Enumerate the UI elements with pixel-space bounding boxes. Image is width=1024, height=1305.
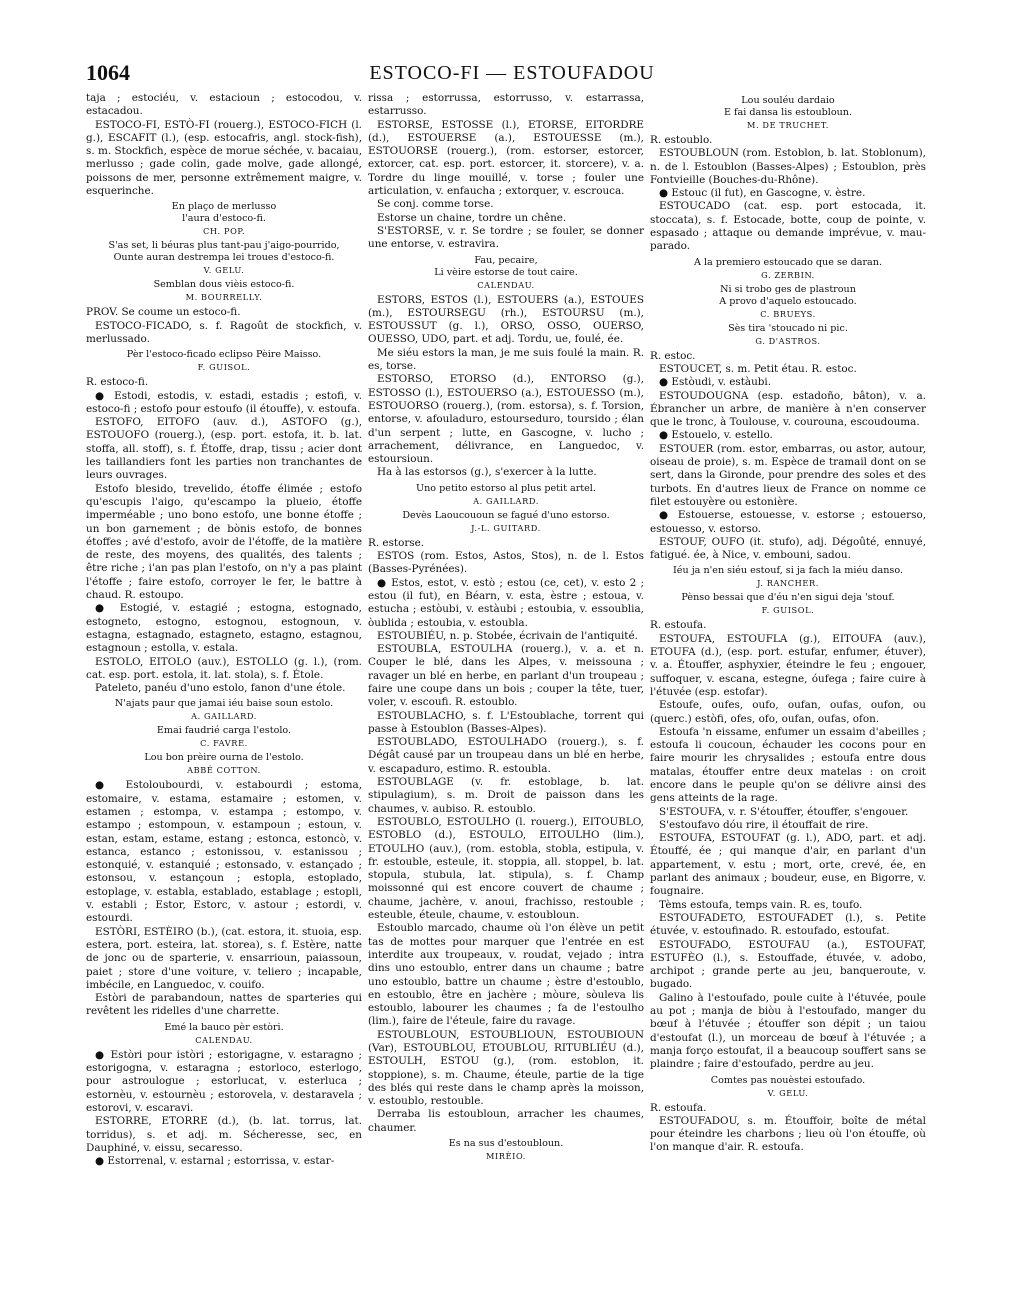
quotation-line: Lou souléu dardaio — [741, 95, 835, 106]
entry-paragraph: ESTOUCADO (cat. esp. port estocada, it. stoccata), s. f. Estocade, botte, coup de pointe, v. espasado ; attaque ou demande imprévue, v. mau-parado. — [650, 200, 926, 253]
page-number: 1064 — [86, 60, 130, 85]
entry-paragraph: ESTÒRI, ESTÈIRO (b.), (cat. estora, it. stuoia, esp. estera, port. esteira, lat. storea), s. f. Estère, natte de jonc ou de sparterie, v. ensarrioun, paiassoun, paiet ; store d'une voiture, v. teliero ; incapable, imbécile, en Languedoc, v. couifo. — [86, 925, 362, 991]
quotation-line: A provo d'aquelo estoucado. — [719, 295, 857, 307]
quotation-author: ABBÉ COTTON. — [187, 765, 261, 776]
entry-paragraph: R. estoublo. — [650, 134, 713, 146]
entry-paragraph: ESTOUBLA, ESTOULHA (rouerg.), v. a. et n. Couper le blé, dans les Alpes, v. meissouna ; ravager un blé en herbe, en parlant d'un troupeau ; faire une coupe dans un bois ; couper la tête, tuer, voler, v. escoufi. R. estoublo. — [368, 643, 644, 709]
quotation-author: C. FAVRE. — [200, 738, 248, 749]
entry-paragraph: ● Estòudi, v. estàubi. — [659, 376, 772, 389]
entry-paragraph: ESTORRE, ETORRE (d.), (b. lat. torrus, lat. torridus), s. et adj. m. Sécheresse, sec, en Dauphiné, v. eissu, secaresso. — [86, 1115, 362, 1154]
entry-paragraph: Derraba lis estoubloun, arracher les chaumes, chaumer. — [368, 1108, 644, 1134]
quotation-author: CALENDAU. — [195, 1034, 253, 1045]
entry-paragraph: ● Estos, estot, v. estò ; estou (ce, cet), v. esto 2 ; estou (il fut), en Béarn, v. esta, èstre ; estoua, v. estucha ; estòubi, v. estàubi ; estoubia, v. essoublia, òublida ; estoubia, v. estoubla. — [368, 576, 644, 629]
entry-paragraph: Ha à las estorsos (g.), s'exercer à la lutte. — [377, 466, 597, 479]
quotation-line: Es na sus d'estoubloun. — [448, 1138, 564, 1150]
quotation-author: V. GELU. — [203, 265, 245, 276]
quotation — [368, 1138, 644, 1162]
quotation-line: Sès tira 'stoucado ni pic. — [728, 322, 848, 334]
quotation — [368, 483, 644, 507]
quotation-author: V. GELU. — [767, 1087, 809, 1098]
quotation — [650, 592, 926, 616]
entry-paragraph: S'ESTORSE, v. r. Se tordre ; se fouler, se donner une entorse, v. estravira. — [368, 224, 644, 251]
entry-paragraph: ESTOUFADO, ESTOUFAU (a.), ESTOUFAT, ESTUFÈO (l.), s. Estouffade, étuvée, v. adobo, archipot ; grande perte au jeu, banqueroute, v. bugado. — [650, 938, 926, 991]
entry-paragraph: ● Estoloubourdi, v. estabourdi ; estoma, estomaire, v. estama, estamaire ; estomen, v. estamen ; estompa, v. estampa ; estompo, v. estampo ; estompoun, v. estampoun ; estoun, v. estan, estam, estame, estang ; estonca, estoncò, v. estanca, estanco ; estonissou, v. estanissou ; estonquié, v. estanquié ; estonsado, v. estançado ; estonsou, v. estançoun ; estopla, estoplado, estoplage, v. establa, establado, establage ; estopli, v. establi ; Estor, Estorc, v. astour ; estordi, v. estourdi. — [86, 779, 362, 925]
quotation — [650, 1075, 926, 1099]
quotation-line: Comtes pas nouèstei estoufado. — [710, 1074, 866, 1086]
quotation — [650, 323, 926, 347]
column-left — [86, 92, 362, 1168]
quotation — [86, 240, 362, 276]
quotation — [86, 279, 362, 303]
entry-paragraph: ESTOUFA, ESTOUFAT (g. l.), ADO, part. et adj. Étouffé, ée ; qui manque d'air, en parlant d'un appartement, v. estu ; mort, orte, crevé, ée, en parlant des animaux ; boudeur, euse, en Bigorre, v. fougnaire. — [650, 832, 926, 898]
quotation — [650, 95, 926, 131]
entry-paragraph: ESTOS (rom. Estos, Astos, Stos), n. de l. Estos (Basses-Pyrénées). — [368, 550, 644, 576]
quotation — [86, 349, 362, 373]
quotation-line: Devès Laoucououn se fagué d'uno estorso. — [402, 509, 610, 521]
quotation-author: G. D'ASTROS. — [755, 335, 821, 346]
entry-paragraph: ESTORSO, ETORSO (d.), ENTORSO (g.), ESTOSSO (l.), ESTOUERSO (a.), ESTOUESSO (m.), ESTOUORSO (rouerg.), (rom. estorsa), s. f. Torsion, entorse, v. afouladuro, estourseduro, toursido ; élan d'un serpent ; lutte, en Gascogne, v. lucho ; arrachement, délivrance, en Languedoc, v. estoursioun. — [368, 373, 644, 466]
quotation-author: G. ZERBIN. — [761, 269, 815, 280]
entry-paragraph: ESTOCO-FI, ESTÒ-FI (rouerg.), ESTOCO-FICH (l. g.), ESCAFIT (l.), (esp. estocafris, angl. stock-fish), s. m. Stockfich, espèce de morue séchée, v. bacaiau, merlusso ; gade colin, gade molve, gade allongé, poissons de mer, personne extrêmement maigre, v. esquerinche. — [86, 118, 362, 198]
quotation-author: C. BRUEYS. — [760, 308, 816, 319]
quotation — [86, 201, 362, 237]
entry-paragraph: ESTOUER (rom. estor, embarras, ou astor, autour, oiseau de proie), s. m. Espèce de tramail dont on se sert, dans la Gironde, pour prendre des soles et des turbots. En d'autres lieux de France on nomme ce filet estouyère ou estonière. — [650, 442, 926, 508]
quotation-line: S'as set, li béuras plus tant-pau j'aigo-pourrido, — [108, 240, 340, 252]
entry-paragraph: ● Estorrenal, v. estarnal ; estorrissa, v. estar- — [95, 1155, 335, 1168]
entry-paragraph: Tèms estoufa, temps vain. R. es, toufo. — [659, 898, 863, 911]
entry-paragraph: ESTOLO, EITOLO (auv.), ESTOLLO (g. l.), (rom. cat. esp. port. estola, it. lat. stola), s. f. Étole. — [86, 655, 362, 681]
quotation-line: Emai faudrié carga l'estolo. — [156, 725, 292, 737]
entry-paragraph: ● Estouerse, estouesse, v. estorse ; estouerso, estouesso, v. estorso. — [650, 509, 926, 535]
entry-paragraph: Se conj. comme torse. — [377, 198, 494, 211]
entry-paragraph: ● Estodi, estodis, v. estadi, estadis ; estofi, v. estoco-fi ; estofo pour estoufo (il étouffe), v. estoufa. — [86, 389, 362, 415]
entry-paragraph: ESTOUBLAGE (v. fr. estoblage, b. lat. stipulagium), s. m. Droit de paisson dans les chaumes, v. aubiso. R. estoublo. — [368, 776, 644, 815]
entry-paragraph: PROV. Se coume un estoco-fi. — [86, 306, 241, 319]
quotation — [650, 257, 926, 281]
entry-paragraph: S'estoufavo dóu rire, il étouffait de rire. — [659, 818, 869, 831]
quotation — [650, 284, 926, 320]
quotation-line: Pèr l'estoco-ficado eclipso Pèire Maisso. — [126, 349, 322, 361]
entry-paragraph: ● Estòri pour istòri ; estorigagne, v. estaragno ; estorigogna, v. estaragna ; estorloco, esterlogo, pour astroulogue ; estorlucat, v. esterluca ; estornèu, v. estournèu ; estorovela, v. destaravela ; estorovi, v. escaravi. — [86, 1048, 362, 1114]
quotation-author: F. GUISOL. — [197, 362, 251, 373]
entry-paragraph: ESTORS, ESTOS (l.), ESTOUERS (a.), ESTOUES (m.), ESTOURSEGU (rh.), ESTOURSU (m.), ESTOUSSUT (g. l.), ORSO, OSSO, OUERSO, OUESSO, UDO, part. et adj. Tordu, ue, foulé, ée. — [368, 293, 644, 346]
entry-paragraph: Estoufa 'n eissame, enfumer un essaim d'abeilles ; estoufa li coucoun, échauder les cocons pour en faire mourir les chrysalides ; estoufa entre dous matalas, étouffer entre deux matelas : on croit encore dans le peuple qu'on se délivre ainsi des gens atteints de la rage. — [650, 725, 926, 805]
entry-paragraph: Galino à l'estoufado, poule cuite à l'étuvée, poule au pot ; manja de biòu à l'estoufado, manger du bœuf à l'étuvée ; étouffer son dépit ; un taiou d'estoufat (l.), un morceau de bœuf à l'étuvée ; a manja forço estoufat, il a beaucoup souffert sans se plaindre ; faire d'estoufado, perdre au jeu. — [650, 991, 926, 1071]
quotation — [368, 510, 644, 534]
quotation-author: F. GUISOL. — [761, 605, 815, 616]
quotation — [86, 698, 362, 722]
entry-paragraph: Pateleto, panéu d'uno estolo, fanon d'une étole. — [95, 682, 346, 695]
entry-paragraph: R. estoc. — [650, 349, 696, 362]
entry-paragraph: ESTOUBLOUN, ESTOUBLIOUN, ESTOUBIOUN (Var), ESTOUBLOU, ETOUBLOU, RITUBLIÉU (d.), ESTOULH, ESTOU (g.), (rom. estoblon, it. stoppione), s. m. Chaume, éteule, partie de la tige des blés qui reste dans le champ après la moisson, v. estoublo, restouble. — [368, 1028, 644, 1108]
entry-paragraph: ESTOUBLADO, ESTOULHADO (rouerg.), s. f. Dégât causé par un troupeau dans un blé en herbe, v. escapaduro, estimo. R. estoubla. — [368, 736, 644, 775]
quotation-line: Pènso bessai que d'éu n'en sigui deja 'stouf. — [681, 592, 895, 604]
column-middle — [368, 92, 644, 1165]
quotation-line: A la premiero estoucado que se daran. — [693, 256, 883, 268]
quotation — [368, 255, 644, 291]
quotation-line: E fai dansa lis estoubloun. — [723, 107, 853, 118]
quotation-line: Iéu ja n'en siéu estouf, si ja fach la miéu danso. — [673, 565, 903, 577]
quotation — [86, 1022, 362, 1046]
quotation-line: Emé la bauco pèr estòri. — [164, 1021, 284, 1033]
quotation — [86, 725, 362, 749]
entry-paragraph: ● Estouc (il fut), en Gascogne, v. èstre. — [659, 187, 866, 200]
entry-paragraph: ESTOUBLOUN (rom. Estoblon, b. lat. Stoblonum), n. de l. Estoublon (Basses-Alpes) ; Estoublon, près Fontvieille (Bouches-du-Rhône). — [650, 147, 926, 186]
entry-paragraph: taja ; estociéu, v. estacioun ; estocodou, v. estacadou. — [86, 92, 362, 118]
entry-paragraph: ● Estogié, v. estagié ; estogna, estognado, estogneto, estogno, estognou, estognoun, v. estagna, estagnado, estagneto, estagno, estagnou, estagnoun ; estolla, v. estala. — [86, 602, 362, 655]
entry-paragraph: rissa ; estorrussa, estorrusso, v. estarrassa, estarrusso. — [368, 92, 644, 118]
quotation-line: Semblan dous vièis estoco-fi. — [153, 279, 295, 291]
entry-paragraph: Estòri de parabandoun, nattes de sparteries qui revêtent les ridelles d'une charrette. — [86, 992, 362, 1018]
entry-paragraph: S'ESTOUFA, v. r. S'étouffer, étouffer, s'engouer. — [659, 805, 909, 818]
quotation-author: A. GAILLARD. — [191, 711, 257, 722]
quotation-author: CH. POP. — [202, 226, 246, 237]
quotation-line: En plaço de merlusso — [171, 201, 277, 213]
quotation-author: CALENDAU. — [477, 279, 535, 290]
entry-paragraph: Estoublo marcado, chaume où l'on élève un petit tas de mottes pour marquer que l'entrée en est interdite aux troupeaux, v. roudat, vejado ; intra dins uno estoublo, entrer dans un chaume ; batre uno estoublo, battre un chaume ; èstre d'estoublo, en estoublo, être en jachère ; mòure, sòuleva lis estoublo, labourer les chaumes ; fa de l'estoulho (lim.), faire de l'éteule, faire du ravage. — [368, 922, 644, 1028]
entry-paragraph: ESTOUFA, ESTOUFLA (g.), EITOUFA (auv.), ETOUFA (d.), (esp. port. estufar, enfumer, étuver), v. a. Étouffer, asphyxier, éteindre le feu ; engouer, suffoquer, v. escana, estegne, óufega ; faire cuire à l'étuvée (esp. estofar). — [650, 632, 926, 698]
quotation-author: M. DE TRUCHET. — [747, 120, 829, 130]
entry-paragraph: Me siéu estors la man, je me suis foulé la main. R. es, torse. — [368, 346, 644, 373]
entry-paragraph: ESTOUDOUGNA (esp. estadoño, bâton), v. a. Ébrancher un arbre, de manière à n'en conserver que le tronc, à Toulouse, v. courouna, escoudouma. — [650, 389, 926, 429]
quotation-line: Li vèire estorse de tout caire. — [434, 266, 578, 278]
column-right — [650, 92, 926, 1155]
quotation-line: Fau, pecaire, — [474, 254, 538, 266]
quotation — [86, 752, 362, 776]
entry-paragraph: R. estoufa. — [650, 619, 707, 632]
entry-paragraph: ESTOUCET, s. m. Petit étau. R. estoc. — [659, 362, 857, 375]
quotation-author: J. RANCHER. — [757, 578, 819, 589]
entry-paragraph: Estorse un chaine, tordre un chêne. — [377, 211, 567, 224]
entry-paragraph: ESTOCO-FICADO, s. f. Ragoût de stockfich, v. merlussado. — [86, 319, 362, 345]
entry-paragraph: R. estoco-fi. — [86, 376, 149, 389]
quotation-author: A. GAILLARD. — [473, 495, 539, 506]
entry-paragraph: ESTOUBLACHO, s. f. L'Estoublache, torrent qui passe à Estoublon (Basses-Alpes). — [368, 709, 644, 735]
entry-paragraph: R. estoufa. — [650, 1101, 707, 1114]
quotation-author: J.-L. GUITARD. — [471, 522, 541, 533]
entry-paragraph: ESTOFO, EITOFO (auv. d.), ASTOFO (g.), ESTOUOFO (rouerg.), (esp. port. estofa, it. b. lat. stoffa, all. stoff), s. f. Étoffe, drap, tissu ; acier dont les taillandiers font les parties non tranchantes de leurs ouvrages. — [86, 416, 362, 482]
quotation — [650, 565, 926, 589]
entry-paragraph: R. estorse. — [368, 536, 425, 549]
entry-paragraph: Estoufe, oufes, oufo, oufan, oufas, oufon, ou (querc.) estòfi, ofes, ofo, oufan, oufas, ofon. — [650, 699, 926, 725]
running-title: ESTOCO-FI — ESTOUFADOU — [369, 62, 655, 84]
quotation-author: M. BOURRELLY. — [185, 292, 263, 303]
entry-paragraph: ESTOUF, OUFO (it. stufo), adj. Dégoûté, ennuyé, fatigué. ée, à Nice, v. embouni, sadou. — [650, 535, 926, 562]
entry-paragraph: ESTOUBLO, ESTOULHO (l. rouerg.), EITOUBLO, ESTOBLO (d.), ESTOULO, EITOULHO (lim.), ETOULHO (auv.), (rom. estobla, stobla, estipula, v. fr. estouble, esteule, it. stoppia, all. stoppel, b. lat. stopula, stubula, lat. stipula), s. f. Champ moissonné qui est encore couvert de chaume ; chaume, jachère, v. anoui, frachisso, restouble ; esteuble, éteule, chaume, v. estoubloun. — [368, 815, 644, 922]
entry-paragraph: ● Estouelo, v. estello. — [659, 429, 773, 442]
quotation-line: Uno petito estorso al plus petit artel. — [416, 482, 596, 494]
quotation-line: Lou bon prèire ourna de l'estolo. — [144, 752, 304, 764]
quotation-line: l'aura d'estoco-fi. — [182, 213, 266, 225]
entry-paragraph: ESTOUFADETO, ESTOUFADET (l.), s. Petite étuvée, v. estoufinado. R. estoufado, estoufat. — [650, 911, 926, 938]
quotation-line: Ounte auran destrempa lei troues d'estoco-fi. — [113, 252, 335, 264]
entry-paragraph: ESTORSE, ESTOSSE (l.), ETORSE, EITORDRE (d.), ESTOUERSE (a.), ESTOUESSE (m.), ESTOUORSE (rouerg.), (rom. estorser, estorcer, extorcer, cat. esp. port. estorcer, it. storcere), v. a. Tordre du linge mouillé, v. torse ; fouler une articulation, v. enfaucha ; extorquer, v. escrouca. — [368, 118, 644, 198]
quotation-author: MIRÈIO. — [485, 1151, 527, 1162]
quotation-line: Ni si trobo ges de plastroun — [720, 283, 856, 295]
entry-paragraph: ESTOUFADOU, s. m. Étouffoir, boîte de métal pour éteindre les charbons ; lieu où l'on étouffe, où l'on manque d'air. R. estoufa. — [650, 1114, 926, 1154]
entry-paragraph: Estofo blesido, trevelido, étoffe élimée ; estofo qu'escupis l'aigo, qu'escampo la plueio, étoffe imperméable ; uno bono estofo, une bonne étoffe ; un bon garnement ; de bònis estofo, de bonnes étoffes ; avé d'estofo, avoir de l'étoffe, de la matière de reste, des moyens, des qualités, des talents ; être riche ; i'an pas plan l'estofo, on n'y a pas plaint l'étoffe ; faire estofo, corroyer le fer, le battre à chaud. R. estoupo. — [86, 482, 362, 602]
entry-paragraph: ESTOUBIÉU, n. p. Stobée, écrivain de l'antiquité. — [377, 629, 638, 642]
quotation-line: N'ajats paur que jamai iéu baise soun estolo. — [114, 698, 334, 710]
